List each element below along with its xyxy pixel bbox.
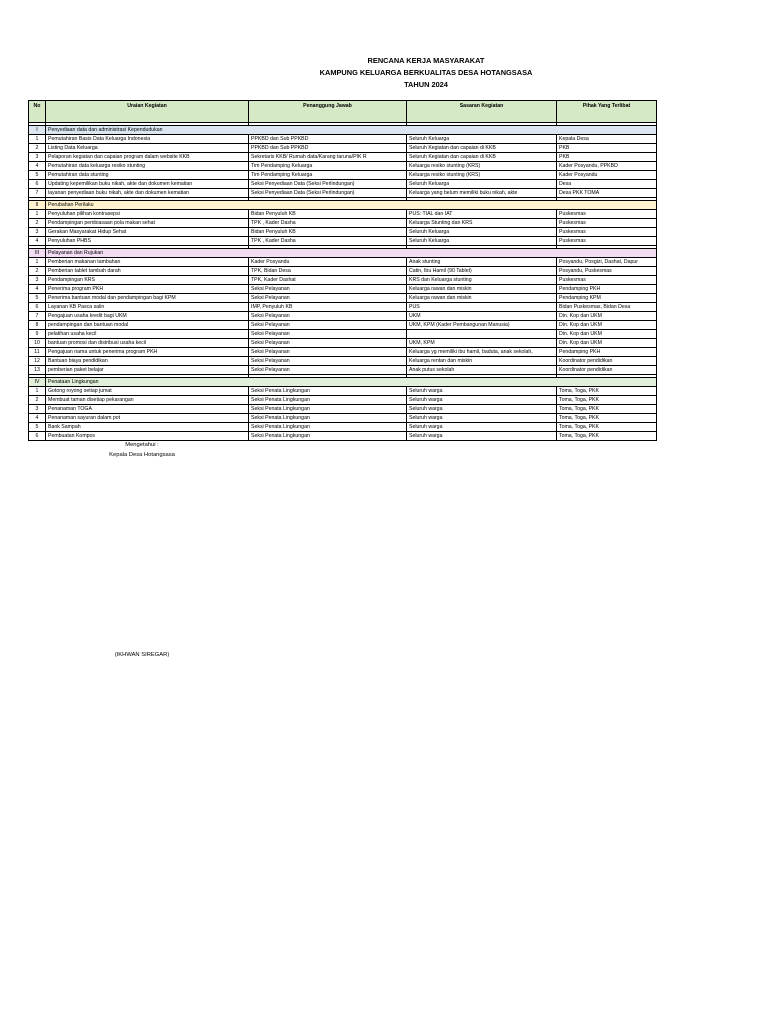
section-header-row [29,126,657,135]
table-body [29,123,657,441]
cell-penanggung-jawab: Seksi Pelayanan [249,348,407,357]
table-row [29,414,657,423]
cell-uraian: bantuan promosi dan distribusi usaha kecil [46,339,249,348]
table-row [29,330,657,339]
cell-uraian: Pelaporan kegiatan dan capaian program dalam website KKB [46,153,249,162]
signature-name: (IKHWAN SIREGAR) [114,652,170,658]
cell-sasaran: Keluarga yang belum memiliki buku nikah, akte [407,189,557,198]
cell-penanggung-jawab: Kader Posyandu [249,258,407,267]
cell-penanggung-jawab: Seksi Penata Lingkungan [249,414,407,423]
cell-no: 4 [29,285,46,294]
table-row [29,162,657,171]
cell-no: 1 [29,135,46,144]
cell-sasaran: Seluruh Keluarga [407,135,557,144]
table-row [29,189,657,198]
cell-uraian: Bantuan biaya pendidikan [46,357,249,366]
cell-sasaran: Keluarga rawan dan miskin [407,285,557,294]
table-row [29,339,657,348]
cell-no: 5 [29,423,46,432]
cell-sasaran: UKM, KPM (Kader Pembangunan Manusia) [407,321,557,330]
cell-uraian: Updating kepemilikan buku nikah, akte dan dokumen kematian [46,180,249,189]
cell-no: 4 [29,414,46,423]
table-row [29,210,657,219]
cell-penanggung-jawab: Seksi Pelayanan [249,330,407,339]
signature-block [100,440,184,460]
table-row [29,144,657,153]
cell-sasaran: Keluarga rentan dan miskin [407,357,557,366]
cell-uraian: Gotong royong setiap jumat [46,387,249,396]
cell-uraian: Pemberian tablet tambah darah [46,267,249,276]
cell-no: 11 [29,348,46,357]
cell-pihak-terlibat: Puskesmas [557,237,657,246]
cell-sasaran: Seluruh warga [407,405,557,414]
section-roman: II [29,201,46,210]
cell-sasaran: Seluruh Kegiatan dan capaian di KKB [407,144,557,153]
section-title: Perubahan Perilaku [46,201,657,210]
cell-uraian: Penerima program PKH [46,285,249,294]
table-row [29,387,657,396]
cell-penanggung-jawab: Tim Pendamping Keluarga [249,162,407,171]
table-row [29,171,657,180]
section-header-row [29,201,657,210]
table-row [29,276,657,285]
table-row [29,348,657,357]
header-pihak-terlibat: Pihak Yang Terlibat [557,101,657,123]
table-row [29,357,657,366]
cell-pihak-terlibat: Toma, Toga, PKK [557,423,657,432]
cell-pihak-terlibat: Kader Posyandu, PPKBD [557,162,657,171]
cell-no: 1 [29,387,46,396]
table-row [29,285,657,294]
cell-no: 12 [29,357,46,366]
cell-penanggung-jawab: Seksi Pelayanan [249,285,407,294]
cell-no: 2 [29,396,46,405]
table-row [29,405,657,414]
cell-sasaran: Seluruh warga [407,432,557,441]
cell-no: 3 [29,228,46,237]
cell-penanggung-jawab: Seksi Pelayanan [249,321,407,330]
cell-penanggung-jawab: Seksi Pelayanan [249,366,407,375]
cell-sasaran: Keluarga rawan dan miskin [407,294,557,303]
cell-sasaran: KRS dan Keluarga stunting [407,276,557,285]
cell-uraian: Pemberian makanan tambahan [46,258,249,267]
cell-no: 10 [29,339,46,348]
section-roman: I [29,126,46,135]
cell-no: 13 [29,366,46,375]
cell-no: 2 [29,267,46,276]
title-line-3: TAHUN 2024 [404,80,448,89]
cell-no: 2 [29,144,46,153]
cell-penanggung-jawab: Seksi Penata Lingkungan [249,423,407,432]
cell-uraian: pemberian paket belajar [46,366,249,375]
cell-pihak-terlibat: Puskesmas [557,210,657,219]
cell-no: 4 [29,162,46,171]
table-row [29,267,657,276]
cell-uraian: Pengajuan nama untuk penerima program PKH [46,348,249,357]
table-row [29,294,657,303]
cell-uraian: Layanan KB Pasca salin [46,303,249,312]
cell-sasaran: Seluruh Keluarga [407,237,557,246]
cell-uraian: Pembuatan Kompos [46,432,249,441]
cell-pihak-terlibat: Puskesmas [557,276,657,285]
cell-penanggung-jawab: Seksi Penata Lingkungan [249,405,407,414]
cell-uraian: Penyuluhan PHBS [46,237,249,246]
table-row [29,135,657,144]
cell-uraian: Penanaman TOGA [46,405,249,414]
cell-pihak-terlibat: Posyandu, Posgizi, Dashat, Dapur [557,258,657,267]
table-row [29,321,657,330]
cell-pihak-terlibat: Din. Kop dan UKM [557,321,657,330]
cell-pihak-terlibat: Toma, Toga, PKK [557,387,657,396]
cell-no: 6 [29,303,46,312]
cell-no: 4 [29,237,46,246]
section-title: Penyediaan data dan administrasi Kependudukan [46,126,657,135]
cell-pihak-terlibat: Toma, Toga, PKK [557,414,657,423]
cell-no: 3 [29,276,46,285]
cell-penanggung-jawab: Seksi Penata Lingkungan [249,396,407,405]
cell-uraian: pelatihan usaha kecil [46,330,249,339]
table-row [29,153,657,162]
cell-penanggung-jawab: TPK , Kader Dasha [249,237,407,246]
cell-uraian: Penerima bantuan modal dan pendampingan bagi KPM [46,294,249,303]
table-row [29,312,657,321]
cell-pihak-terlibat: Bidan Puskesmas, Bidan Desa [557,303,657,312]
section-title: Pelayanan dan Rujukan [46,249,657,258]
cell-sasaran: Catin, Ibu Hamil (90 Tablet) [407,267,557,276]
cell-no: 7 [29,312,46,321]
work-plan-table [28,100,657,441]
table-row [29,180,657,189]
cell-uraian: Pengajuan usaha kredit bagi UKM [46,312,249,321]
section-title: Penataan Lingkungan [46,378,657,387]
cell-uraian: Listing Data Keluarga [46,144,249,153]
cell-sasaran: Seluruh Keluarga [407,180,557,189]
title-line-2: KAMPUNG KELUARGA BERKUALITAS DESA HOTANGSASA [319,68,533,77]
cell-uraian: layanan penyediaan buku nikah, akte dan dokumen kematian [46,189,249,198]
cell-pihak-terlibat: Kepala Desa [557,135,657,144]
header-uraian-kegiatan: Uraian Kegiatan [46,101,249,123]
cell-sasaran: Anak putus sekolah [407,366,557,375]
cell-pihak-terlibat: Toma, Toga, PKK [557,396,657,405]
cell-uraian: Gerakan Masyarakat Hidup Sehat [46,228,249,237]
cell-pihak-terlibat: Din. Kop dan UKM [557,330,657,339]
table-row [29,237,657,246]
cell-no: 3 [29,405,46,414]
section-roman: III [29,249,46,258]
cell-pihak-terlibat: Desa [557,180,657,189]
signature-acknowledged: Mengetahui : [125,442,159,448]
section-header-row [29,378,657,387]
cell-penanggung-jawab: Seksi Penata Lingkungan [249,387,407,396]
signature-title: Kepala Desa Hotangsasa [109,452,175,458]
table-row [29,303,657,312]
cell-penanggung-jawab: TPK, Bidan Desa [249,267,407,276]
cell-uraian: Pendampingan pembiasaan pola makan sehat [46,219,249,228]
cell-no: 6 [29,432,46,441]
cell-no: 5 [29,294,46,303]
cell-penanggung-jawab: IMP, Penyuluh KB [249,303,407,312]
header-penanggung-jawab: Penanggung Jawab [249,101,407,123]
cell-sasaran: Keluarga resiko stunting (KRS) [407,162,557,171]
cell-pihak-terlibat: Pendamping KPM [557,294,657,303]
cell-sasaran: UKM [407,312,557,321]
cell-pihak-terlibat: PKB [557,153,657,162]
table-row [29,423,657,432]
cell-penanggung-jawab: Tim Pendamping Keluarga [249,171,407,180]
cell-pihak-terlibat: Din. Kop dan UKM [557,312,657,321]
header-sasaran-kegiatan: Sasaran Kegiatan [407,101,557,123]
cell-no: 6 [29,180,46,189]
cell-uraian: Membuat taman disetiap pekarangan [46,396,249,405]
cell-no: 1 [29,258,46,267]
document-title [0,55,768,91]
cell-pihak-terlibat: Puskesmas [557,228,657,237]
cell-pihak-terlibat: Din. Kop dan UKM [557,339,657,348]
cell-penanggung-jawab: Seksi Penyediaan Data (Seksi Perlindungan) [249,180,407,189]
cell-pihak-terlibat: Kader Posyandu [557,171,657,180]
cell-uraian: pendampingan dan bantuan modal [46,321,249,330]
cell-pihak-terlibat: Desa PKK TOMA [557,189,657,198]
cell-sasaran: Anak stunting [407,258,557,267]
section-roman: IV [29,378,46,387]
cell-penanggung-jawab: TPK , Kader Dasha [249,219,407,228]
cell-no: 2 [29,219,46,228]
cell-sasaran: Seluruh warga [407,423,557,432]
cell-pihak-terlibat: Toma, Toga, PKK [557,405,657,414]
cell-no: 3 [29,153,46,162]
cell-uraian: Bank Sampah [46,423,249,432]
cell-sasaran: Seluruh warga [407,387,557,396]
cell-pihak-terlibat: Koordinator pendidikan [557,357,657,366]
cell-penanggung-jawab: PPKBD dan Sub PPKBD [249,144,407,153]
cell-penanggung-jawab: Bidan Penyuluh KB [249,210,407,219]
table-row [29,228,657,237]
cell-sasaran: Seluruh Keluarga [407,228,557,237]
cell-no: 1 [29,210,46,219]
cell-penanggung-jawab: Seksi Pelayanan [249,294,407,303]
cell-uraian: Pemutahiran Basis Data Keluarga Indonesia [46,135,249,144]
table-row [29,366,657,375]
cell-pihak-terlibat: Puskesmas [557,219,657,228]
cell-penanggung-jawab: Bidan Penyuluh KB [249,228,407,237]
cell-pihak-terlibat: Pendamping PKH [557,285,657,294]
cell-sasaran: Keluarga Stunting dan KRS [407,219,557,228]
cell-sasaran: Keluarga yg memiliki ibu hamil, baduta, anak sekolah, [407,348,557,357]
cell-sasaran: Seluruh warga [407,396,557,405]
cell-penanggung-jawab: Seksi Pelayanan [249,312,407,321]
cell-penanggung-jawab: Seksi Penata Lingkungan [249,432,407,441]
cell-sasaran: UKM, KPM [407,339,557,348]
title-line-1: RENCANA KERJA MASYARAKAT [367,56,485,65]
cell-sasaran [407,330,557,339]
cell-sasaran: PUS [407,303,557,312]
cell-pihak-terlibat: Toma, Toga, PKK [557,432,657,441]
cell-penanggung-jawab: PPKBD dan Sub PPKBD [249,135,407,144]
cell-pihak-terlibat: PKB [557,144,657,153]
section-header-row [29,249,657,258]
cell-no: 9 [29,330,46,339]
cell-sasaran: PUS: TIAL dan IAT [407,210,557,219]
cell-penanggung-jawab: Sekretaris KKB/ Rumah data/Karang taruna/PIK R [249,153,407,162]
cell-no: 5 [29,171,46,180]
table-header-row [29,101,657,123]
cell-uraian: Pemutahiran data keluarga resiko stunting [46,162,249,171]
cell-penanggung-jawab: TPK, Kader Dashat [249,276,407,285]
cell-uraian: Penyuluhan pilihan kontrasepsi [46,210,249,219]
cell-no: 7 [29,189,46,198]
table-row [29,219,657,228]
cell-penanggung-jawab: Seksi Penyediaan Data (Seksi Perlindungan) [249,189,407,198]
cell-penanggung-jawab: Seksi Pelayanan [249,357,407,366]
table-row [29,258,657,267]
header-no: No [29,101,46,123]
cell-sasaran: Seluruh warga [407,414,557,423]
cell-uraian: Pendampingan KRS [46,276,249,285]
cell-pihak-terlibat: Koordinator pendidikan [557,366,657,375]
cell-no: 8 [29,321,46,330]
cell-penanggung-jawab: Seksi Pelayanan [249,339,407,348]
table-row [29,396,657,405]
cell-sasaran: Keluarga resiko stunting (KRS) [407,171,557,180]
cell-sasaran: Seluruh Kegiatan dan capaian di KKB [407,153,557,162]
cell-uraian: Penanaman sayuran dalam pot [46,414,249,423]
cell-uraian: Pemutahiran data stunting [46,171,249,180]
cell-pihak-terlibat: Posyandu, Puskesmas [557,267,657,276]
cell-pihak-terlibat: Pendamping PKH [557,348,657,357]
